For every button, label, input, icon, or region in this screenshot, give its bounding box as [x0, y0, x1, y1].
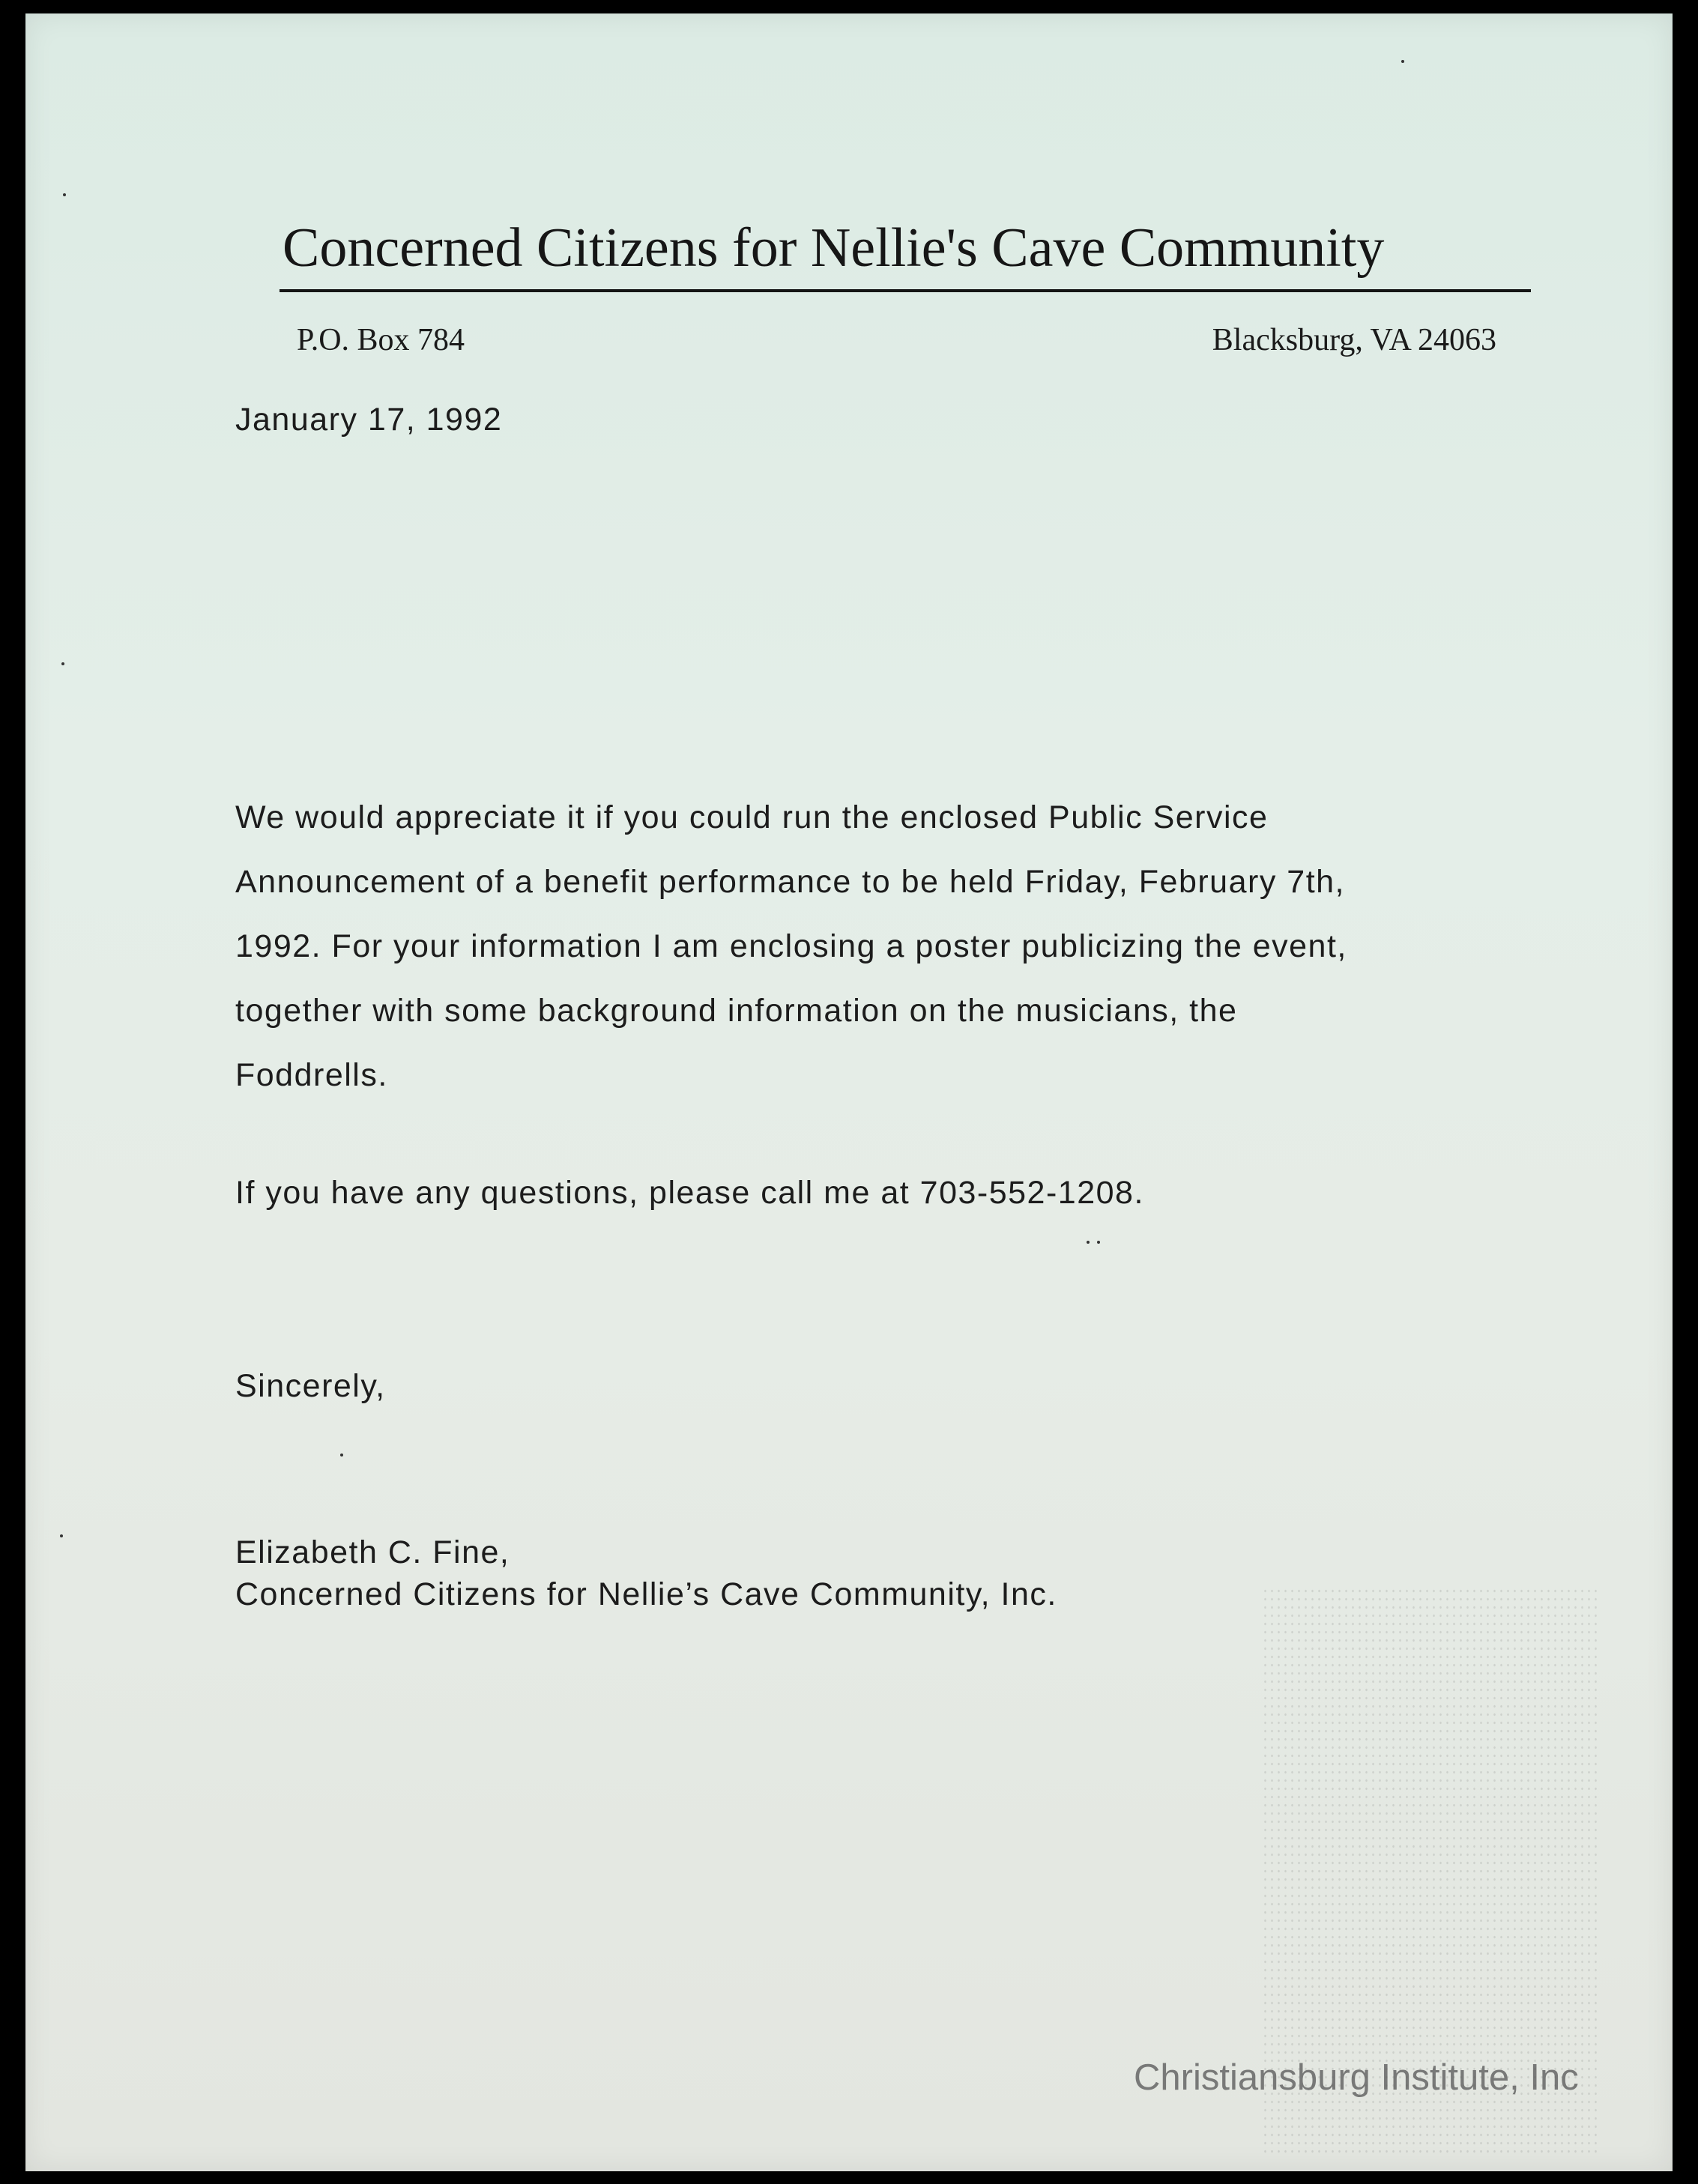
signer-organization: Concerned Citizens for Nellie’s Cave Community, Inc. — [235, 1576, 1057, 1612]
scan-speck — [1087, 1241, 1090, 1244]
scan-speck — [1401, 60, 1404, 63]
letterhead-city: Blacksburg, VA 24063 — [1212, 323, 1496, 357]
letter-paragraph — [235, 785, 1347, 1107]
letter-questions: If you have any questions, please call me at 703-552-1208. — [235, 1175, 1144, 1211]
scan-speck — [1097, 1241, 1100, 1244]
letterhead-po-box: P.O. Box 784 — [297, 323, 465, 357]
scan-speck — [340, 1454, 343, 1456]
letter-page — [25, 13, 1673, 2171]
paragraph-line: Announcement of a benefit performance to be held Friday, February 7th, — [235, 864, 1345, 900]
scan-speck — [61, 662, 64, 665]
paragraph-line: 1992. For your information I am enclosing a poster publicizing the event, — [235, 928, 1347, 964]
watermark: Christiansburg Institute, Inc — [1134, 2057, 1579, 2098]
letterhead-title: Concerned Citizens for Nellie's Cave Community — [283, 217, 1385, 279]
scan-speck — [60, 1534, 63, 1537]
scan-speck — [63, 193, 66, 196]
letter-closing: Sincerely, — [235, 1368, 386, 1404]
paragraph-line: together with some background information on the musicians, the — [235, 993, 1238, 1029]
paragraph-line: We would appreciate it if you could run the enclosed Public Service — [235, 799, 1269, 835]
letterhead-rule — [280, 289, 1531, 292]
signer-name: Elizabeth C. Fine, — [235, 1534, 510, 1570]
paragraph-line: Foddrells. — [235, 1057, 388, 1093]
letter-date: January 17, 1992 — [235, 402, 503, 438]
